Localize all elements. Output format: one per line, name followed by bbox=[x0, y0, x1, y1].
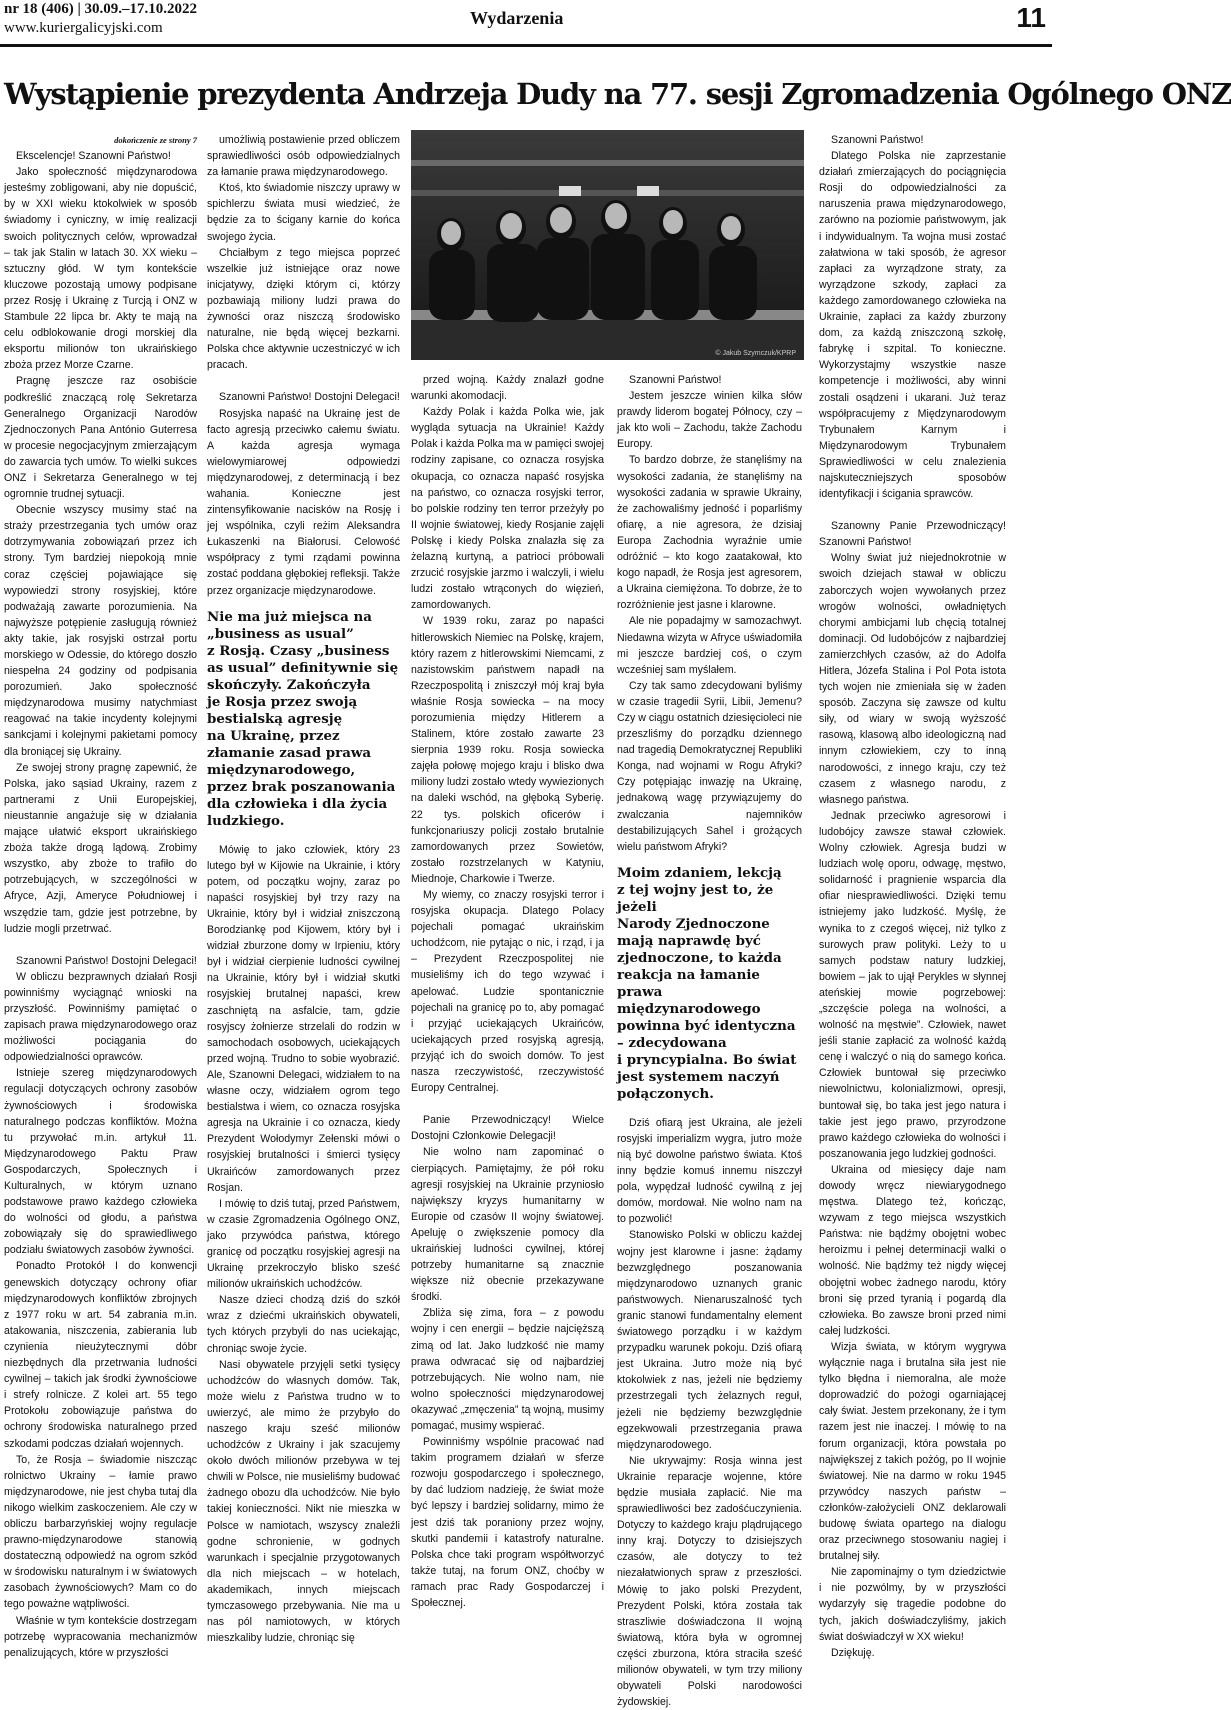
col2c-body bbox=[207, 842, 400, 1647]
paragraph: Każdy Polak i każda Polka wie, jak wygląda sytuacja na Ukrainie! Każdy Polak i każda Polka ma w pamięci swojej rodziny zapisane, co oznacza rosyjska okupacja, co oznacza napaść rosyjska na państwo, co oznacza rosyjski terror, bo polskie rodziny ten terror przeżyły po II wojnie światowej, kiedy Rosjanie zajęli Polskę i kiedy Polska znalazła się za żelazną kurtyną, a patrioci próbowali zrzucić rosyjskie jarzmo i walczyli, i wielu ludzi zostało wtrąconych do więzień, zamordowanych. bbox=[411, 406, 604, 612]
paragraph: Ale nie popadajmy w samozachwyt. Niedawna wizyta w Afryce uświadomiła mi jeszcze bardziej coś, o czym wcześniej sam myślałem. bbox=[617, 615, 802, 676]
headline: Wystąpienie prezydenta Andrzeja Dudy na 77. sesji Zgromadzenia Ogólnego ONZ bbox=[4, 77, 1231, 111]
pull-quote-line: i pryncypialna. Bo świat bbox=[617, 1051, 797, 1068]
pull-quote-2 bbox=[617, 865, 802, 1103]
issue-info bbox=[4, 0, 197, 38]
paragraph: Wolny świat już niejednokrotnie w swoich dziejach stawał w obliczu zaborczych wojen wywołanych przez wrogów wolności, owładniętych chorymi ambicjami lub chęcią totalnej dominacji. Od ludobójców z najbardziej zamierzchłych czasów, aż do Adolfa Hitlera, Józefa Stalina i Pol Pota istota tych wojen nie zmieniała się w żaden sposób. Zaczyna się zawsze od kultu siły, od wiary w swoją wyższość rasową, klasową albo ideologiczną nad innym człowiekiem, czy to inną narodowości, z innego kraju, czy też czasem z własnego narodu, z własnego państwa. bbox=[819, 552, 1006, 806]
paragraph: Panie Przewodniczący! Wielce Dostojni Członkowie Delegacji! bbox=[411, 1114, 604, 1143]
paragraph: Jestem jeszcze winien kilka słów prawdy liderom bogatej Północy, czy – jak kto woli – Zachodu, także Zachodu Europy. bbox=[617, 390, 802, 451]
paragraph: przed wojną. Każdy znalazł godne warunki akomodacji. bbox=[411, 374, 604, 403]
paragraph: Chciałbym z tego miejsca poprzeć wszelkie już istniejące oraz nowe inicjatywy, dzięki którym ci, którzy pozbawiają miliony ludzi prawa do żywności oraz niszczą środowisko naturalne, nie będą więcej bezkarni. Polska chce aktywnie uczestniczyć w ich pracach. bbox=[207, 246, 400, 372]
pull-quote-line: połączonych. bbox=[617, 1085, 714, 1102]
paragraph: Ponadto Protokół I do konwencji genewskich dotyczący ochrony ofiar międzynarodowych konfliktów zbrojnych z 1977 roku w art. 54 zabrania m.in. atakowania, niszczenia, zabierania lub czynienia nieużytecznymi dóbr niezbędnych dla przetrwania ludności cywilnej – takich jak środki żywnościowe i strefy rolnicze. Z kolei art. 55 tego Protokołu zobowiązuje państwa do ochrony środowiska naturalnego przed szkodami podczas działań wojennych. bbox=[4, 1260, 197, 1450]
paragraph: Czy tak samo zdecydowani byliśmy w czasie tragedii Syrii, Libii, Jemenu? Czy w ciągu ostatnich dziesięcioleci nie przeszliśmy do porządku dziennego nad tragedią Demokratycznej Republiki Konga, nad wojnami w Rogu Afryki? Czy potępiając inwazję na Ukrainę, jednakową wagę przywiązujemy do zwalczania najemników destabilizujących Sahel i grożących wielu państwom Afryki? bbox=[617, 679, 802, 853]
paragraph: Stanowisko Polski w obliczu każdej wojny jest klarowne i jasne: żądamy bezwzględnego poszanowania międzynarodowo uznanych granic państwowych. Nienaruszalność tych granic stanowi fundamentalny element światowego porządku i w każdym przypadku warunek pokoju. Dziś ofiarą jest Ukraina. Jutro może nią być ktokolwiek z nas, jeżeli nie będziemy przestrzegali tych żelaznych reguł, jeżeli nie będziemy bezwzględnie egzekwowali przestrzegania prawa międzynarodowego. bbox=[617, 1229, 802, 1451]
pull-quote-line: przez brak poszanowania bbox=[207, 778, 396, 795]
paragraph: Ze swojej strony pragnę zapewnić, że Polska, jako sąsiad Ukrainy, razem z partnerami z Unii Europejskiej, nieustannie angażuje się w działania mające ułatwić eksport ukraińskiego zboża także drogą lądową. Zrobimy wszystko, aby zboże to trafiło do potrzebujących, w szczególności w Afryce, Azji, Ameryce Południowej i wszędzie tam, gdzie jest potrzebne, by ludzie mogli przetrwać. bbox=[4, 761, 197, 935]
paragraph: W 1939 roku, zaraz po napaści hitlerowskich Niemiec na Polskę, krajem, który razem z hitlerowskimi Niemcami, z nazistowskim państwem napadł na Rzeczpospolitą i zniszczył mój kraj była właśnie Rosja sowiecka – na mocy porozumienia między Hitlerem a Stalinem, które zostało zawarte 23 sierpnia 1939 roku. Rosja sowiecka zajęła połowę mojego kraju i blisko dwa miliony ludzi zostało wtedy wywiezionych na daleki wschód, na głęboką Syberię. 22 tys. polskich oficerów i funkcjonariuszy policji zostało brutalnie zamordowanych przez Sowietów, zostało rozstrzelanych w Katyniu, Miednoje, Charkowie i Twerze. bbox=[411, 615, 604, 885]
pull-quote-line: powinna być identyczna bbox=[617, 1017, 796, 1034]
col1-body bbox=[4, 148, 197, 1661]
paragraph: Dlatego Polska nie zaprzestanie działań zmierzających do pociągnięcia Rosji do odpowiedzialności za naruszenia prawa międzynarodowego, zarówno na poziomie państwowym, jak i indywidualnym. Ta wojna musi zostać załatwiona w taki sposób, że agresor zapłaci za wyrządzone straty, za wyrządzone szkody, zapłaci za każdego zamordowanego człowieka na Ukrainie, zapłaci za każdy zburzony dom, za każdą zniszczoną szkołę, fabrykę i szpital. To konieczne. Wykorzystajmy wszystkie nasze kompetencje i możliwości, aby winni zostali osądzeni i ukarani. Już teraz współpracujemy z Międzynarodowym Trybunałem Karnym i Międzynarodowym Trybunałem Sprawiedliwości w celu znalezienia najskuteczniejszych sposobów identyfikacji i ścigania sprawców. bbox=[819, 150, 1006, 501]
paragraph: Dziękuję. bbox=[831, 1646, 875, 1659]
pull-quote-line: międzynarodowego bbox=[617, 1000, 761, 1017]
column-5 bbox=[819, 132, 1006, 1659]
pull-quote-line: na Ukrainę, przez bbox=[207, 727, 340, 744]
pull-quote-line: jest systemem naczyń bbox=[617, 1068, 780, 1085]
pull-quote-line: „business as usual” bbox=[207, 625, 354, 642]
photo-image bbox=[411, 130, 804, 360]
paragraph: Szanowny Panie Przewodniczący! Szanowni Państwo! bbox=[819, 520, 1006, 549]
paragraph: Zbliża się zima, fora – z powodu wojny i cen energii – będzie najcięższą zimą od lat. Jako ludzkość nie mamy prawa odwracać się od najbardziej potrzebujących. Nie wolno nam, nie wolno społeczności międzynarodowej okazywać „zmęczenia” tą wojną, musimy pomagać, musimy wspierać. bbox=[411, 1307, 604, 1432]
pull-quote-1 bbox=[207, 609, 400, 830]
pull-quote-line: ludzkiego. bbox=[207, 812, 285, 829]
col4b-body bbox=[617, 1115, 802, 1710]
pull-quote-line: zjednoczone, to każda bbox=[617, 949, 782, 966]
column-2 bbox=[207, 132, 400, 1645]
pull-quote-line: złamanie zasad prawa bbox=[207, 744, 372, 761]
pull-quote-line: – zdecydowana bbox=[617, 1034, 727, 1051]
pull-quote-line: as usual” definitywnie się bbox=[207, 659, 399, 676]
pull-quote-line: międzynarodowego, bbox=[207, 761, 356, 778]
page-number: 11 bbox=[1016, 2, 1046, 33]
website: www.kuriergalicyjski.com bbox=[4, 20, 163, 36]
paragraph: Istnieje szereg międzynarodowych regulacji dotyczących ochrony zasobów żywnościowych i środowiska naturalnego podczas konfliktów. Można tu przywołać m.in. artykuł 11. Międzynarodowego Paktu Praw Gospodarczych, Społecznych i Kulturalnych, w którym uznano podstawowe prawo każdego człowieka do wolności od głodu, a państwa zobowiązały się do sprawiedliwego podziału światowych zasobów żywności. bbox=[4, 1067, 197, 1257]
paragraph: Szanowni Państwo! bbox=[831, 134, 924, 146]
paragraph: Jako społeczność międzynarodowa jesteśmy zobligowani, aby nie dopuścić, by w XXI wieku ktokolwiek w sposób świadomy i cyniczny, w imię realizacji swoich politycznych celów, wprowadzał – tak jak Stalin w latach 30. XX wieku – sztuczny głód. W tym kontekście kluczowe pozostają umowy podpisane przez Rosję i Ukrainę z Turcją i ONZ w Stambule 22 lipca br. Akty te mają na celu odblokowanie drogi morskiej dla eksportu milionów ton ukraińskiego zboża przez Morze Czarne. bbox=[4, 166, 197, 372]
photo-credit: © Jakub Szymczuk/KPRP bbox=[715, 350, 796, 357]
paragraph: Dziś ofiarą jest Ukraina, ale jeżeli rosyjski imperializm wygra, jutro może nią być dowolne państwo świata. Ktoś inny będzie komuś innemu niszczył pola, wypędzał ludność cywilną z jej domów, mordował. Nie wolno nam na to pozwolić! bbox=[617, 1116, 802, 1226]
column-1 bbox=[4, 132, 197, 1659]
column-3 bbox=[411, 372, 604, 1636]
paragraph: Obecnie wszyscy musimy stać na straży przestrzegania tych umów oraz dotrzymywania zobowiązań przez ich strony. Tym bardziej niepokoją mnie coraz częściej pojawiające się wypowiedzi strony rosyjskiej, które podważają zawarte porozumienia. Na najwyższe potępienie zasługują również akty takie, jak rosyjski ostrzał portu morskiego w Odessie, do którego doszło niespełna 24 godziny od podpisania porozumień. Jako społeczność międzynarodowa musimy natychmiast reagować na takie incydenty kolejnymi sankcjami i kolejnymi pakietami pomocy dla broniącej się Ukrainy. bbox=[4, 504, 197, 758]
pull-quote-line: z tej wojny jest to, że jeżeli bbox=[617, 881, 774, 915]
column-4 bbox=[617, 372, 802, 1709]
paragraph: Wizja świata, w którym wygrywa wyłącznie naga i brutalna siła jest nie tylko błędna i niemoralna, ale może doprowadzić do pożogi ogarniającej cały świat. Jestem przekonany, że i tym razem jest nie inaczej. I mówię to na forum organizacji, która powstała po największej z takich pożóg, po II wojnie światowej. Nie na darmo w roku 1945 przywódcy naszych państw – członków-założycieli ONZ deklarowali budowę świata opartego na dialogu oraz przeciwnego stosowaniu nagiej i brutalnej siły. bbox=[819, 1340, 1006, 1563]
paragraph: Nie ukrywajmy: Rosja winna jest Ukrainie reparacje wojenne, które będzie musiała zapłacić. Nie ma sprawiedliwości bez zadośćuczynienia. Dotyczy to każdego kraju plądrującego inny kraj. Dotyczy to dzisiejszych czasów, ale dotyczy to też niezałatwionych spraw z przeszłości. Mówię to jako polski Prezydent, Prezydent Polski, która została tak straszliwie doświadczona II wojną światową, która była w ogromnej części zburzona, która straciła sześć milionów obywateli, w tym trzy miliony obywateli Polski narodowości żydowskiej. bbox=[617, 1454, 802, 1709]
pull-quote-line: dla człowieka i dla życia bbox=[207, 795, 388, 812]
paragraph: W obliczu bezprawnych działań Rosji powinniśmy wyciągnąć wnioski na przyszłość. Powinniśmy pamiętać o zapisach prawa międzynarodowego oraz możliwości pociągania do odpowiedzialności oprawców. bbox=[4, 970, 197, 1064]
paragraph: Nie zapominajmy o tym dziedzictwie i nie pozwólmy, by w przyszłości wydarzyły się tragedie podobne do tych, jakich doświadczyliśmy, jakich świat doświadczył w XX wieku! bbox=[819, 1566, 1006, 1643]
continuation-note: dokończenie ze strony 7 bbox=[114, 135, 197, 145]
paragraph: Ukraina od miesięcy daje nam dowody wręcz niewiarygodnego męstwa. Dlatego też, kończąc, wzywam z tego miejsca wszystkich Państwa: nie bądźmy obojętni wobec heroizmu i pełnej determinacji walki o wolność. Nie bądźmy też nigdy więcej obojętni wobec żadnego narodu, który broni się przed tyranią i pogardą dla człowieka. Bo zawsze broni przed nimi całej ludzkości. bbox=[819, 1163, 1006, 1337]
paragraph: Ekscelencje! Szanowni Państwo! bbox=[16, 150, 171, 163]
paragraph: Powinniśmy wspólnie pracować nad takim programem działań w sferze rozwoju gospodarczego i społecznego, by dać ludziom nadzieję, że świat może być lepszy i bardziej solidarny, mimo że jest dziś tak poraniony przez wojny, skutki pandemii i katastrofy naturalne. Polska chce taki program współtworzyć także tutaj, na forum ONZ, choćby w ramach prac Rady Gospodarczej i Społecznej. bbox=[411, 1436, 604, 1610]
paragraph: Rosyjska napaść na Ukrainę jest de facto agresją przeciwko całemu światu. A każda agresja wymaga wielowymiarowej odpowiedzi międzynarodowej, z determinacją i bez wahania. Konieczne jest zintensyfikowanie nacisków na Rosję i jej wspólnika, czyli reżim Aleksandra Łukaszenki na Białorusi. Celowość współpracy z tymi rządami powinna zostać poddana głębokiej refleksji. Także przez organizacje międzynarodowe. bbox=[207, 407, 400, 597]
paragraph: Szanowni Państwo! Dostojni Delegaci! bbox=[219, 391, 400, 404]
col2b-body bbox=[207, 389, 400, 598]
paragraph: umożliwią postawienie przed obliczem sprawiedliwości osób odpowiedzialnych za łamanie prawa międzynarodowego. bbox=[207, 134, 400, 179]
pull-quote-line: je Rosja przez swoją bbox=[207, 693, 358, 710]
delegation-photo bbox=[411, 130, 804, 360]
pull-quote-line: Narody Zjednoczone bbox=[617, 915, 770, 932]
paragraph: Właśnie w tym kontekście dostrzegam potrzebę wypracowania mechanizmów penalizujących, które w przyszłości bbox=[4, 1614, 197, 1659]
col3-body bbox=[411, 372, 604, 1611]
pull-quote-line: mają naprawdę być bbox=[617, 932, 761, 949]
paragraph: Ktoś, kto świadomie niszczy uprawy w spichlerzu świata musi wiedzieć, że będzie za to ścigany karnie do końca swojego życia. bbox=[207, 182, 400, 243]
paragraph: Nie wolno nam zapominać o cierpiących. Pamiętajmy, że pół roku agresji rosyjskiej na Ukrainie przyniosło największy kryzys humanitarny w Europie od czasów II wojny światowej. Apeluję o zwiększenie pomocy dla ukraińskiej ludności cywilnej, której potrzeby humanitarne są znacznie większe niż obecnie przekazywane środki. bbox=[411, 1146, 604, 1304]
paragraph: To, że Rosja – świadomie niszcząc rolnictwo Ukrainy – łamie prawo międzynarodowe, nie jest chyba tutaj dla nikogo wielkim zaskoczeniem. Ale czy w obliczu barbarzyńskiej wojny regulacje prawno-międzynarodowe stanowią dostateczną odpowiedź na ogrom szkód w środowisku naturalnym i w światowych zasobach żywnościowych? Mam co do tego poważne wątpliwości. bbox=[4, 1453, 197, 1611]
paragraph: Mówię to jako człowiek, który 23 lutego był w Kijowie na Ukrainie, i który potem, od początku wojny, zaraz po napaści rosyjskiej był trzy razy na Ukrainie, który był i widział zniszczoną Borodziankę pod Kijowem, który był i widział zburzone domy w Irpieniu, który był i widział cierpienie ludności cywilnej na Ukrainie, który był i widział skutki rosyjskiej brutalnej napaści, krew zaschniętą na asfalcie, tam, gdzie rosyjscy żołnierze strzelali do rodzin w samochodach osobowych, uciekających przed wojną. Trudno to sobie wyobrazić. Ale, Szanowni Delegaci, widziałem to na własne oczy, widziałem ogrom tego bestialstwa i wiem, co oznacza rosyjska agresja na Ukrainie i co oznacza, kiedy Prezydent Wołodymyr Zełenski mówi o rosyjskiej brutalności i śmierci tysięcy Ukraińców zamordowanych przez Rosjan. bbox=[207, 843, 400, 1194]
header-rule bbox=[0, 44, 1052, 47]
paragraph: Nasi obywatele przyjęli setki tysięcy uchodźców do własnych domów. Tak, może wielu z Państwa trudno w to uwierzyć, ale mimo że przybyło do naszego kraju sześć milionów uchodźców z Ukrainy i jak szacujemy około dwóch milionów przebywa w tej chwili w Polsce, nie musieliśmy budować żadnego obozu dla uchodźców. Nie było takiej konieczności. Nikt nie mieszka w Polsce w namiotach, wszyscy znaleźli godne schronienie, w godnych warunkach i specjalnie przygotowanych dla nich miejscach – w hotelach, akademikach, innych miejscach tymczasowego przebywania. Nie ma u nas pól namiotowych, w których mieszkaliby ludzie, chroniąc się bbox=[207, 1358, 400, 1645]
paragraph: I mówię to dziś tutaj, przed Państwem, w czasie Zgromadzenia Ogólnego ONZ, jako przywódca państwa, którego granicę od początku rosyjskiej agresji na Ukrainę przekroczyło blisko sześć milionów ukraińskich uchodźców. bbox=[207, 1197, 400, 1291]
pull-quote-line: skończyły. Zakończyła bbox=[207, 676, 371, 693]
pull-quote-line: bestialską agresję bbox=[207, 710, 343, 727]
col2a-body bbox=[207, 132, 400, 373]
pull-quote-line: Nie ma już miejsca na bbox=[207, 608, 372, 625]
col4a-body bbox=[617, 372, 802, 855]
pull-quote-line: Moim zdaniem, lekcją bbox=[617, 864, 782, 881]
col5-body bbox=[819, 132, 1006, 1661]
paragraph: Szanowni Państwo! bbox=[629, 374, 722, 386]
section-name: Wydarzenia bbox=[470, 8, 564, 28]
issue-number: nr 18 (406) | 30.09.–17.10.2022 bbox=[4, 1, 198, 17]
paragraph: Pragnę jeszcze raz osobiście podkreślić znaczącą rolę Sekretarza Generalnego Organizacji Narodów Zjednoczonych Pana António Guterresa w procesie negocjacyjnym zmierzającym do zawarcia tych umów. To wielki sukces ONZ i Sekretarza Generalnego w tej ogromnie trudnej sytuacji. bbox=[4, 375, 197, 501]
paragraph: Jednak przeciwko agresorowi i ludobójcy zawsze stawał człowiek. Wolny człowiek. Agresja budzi w ludziach wolę oporu, odwagę, męstwo, solidarność i pragnienie wsparcia dla ofiar niesprawiedliwości. Dzięki temu istniejemy jako ludzkość. Myślę, że wynika to z czegoś więcej, niż tylko z surowych praw polityki. Leży to u samych podstaw natury ludzkiej, bowiem – jak to ujął Perykles w słynnej ateńskiej mowie pogrzebowej: „szczęście polega na wolności, a wolność na męstwie”. Człowiek, nawet jeśli stanie zapłacić za wolność każdą cenę i walczyć o nią do samego końca. Człowiek buntował się przeciwko niewolnictwu, kolonializmowi, opresji, buntował się, bo taka jest jego natura i takie jest jego prawo, przyrodzone prawo każdego człowieka do wolności i poszanowania jego ludzkiej godności. bbox=[819, 809, 1006, 1160]
paragraph: Szanowni Państwo! Dostojni Delegaci! bbox=[16, 954, 197, 967]
pull-quote-line: reakcja na łamanie prawa bbox=[617, 966, 760, 1000]
paragraph: Nasze dzieci chodzą dziś do szkół wraz z dziećmi ukraińskich obywateli, tych których przybyli do nas uciekając, chroniąc swoje życie. bbox=[207, 1294, 400, 1355]
paragraph: To bardzo dobrze, że stanęliśmy na wysokości zadania, że stanęliśmy na wysokości zadania w sprawie Ukrainy, że zachowaliśmy jedność i poparliśmy ofiarę, a nie agresora, że dzisiaj Europa Zachodnia wyraźnie umie odróżnić – kto kogo zaatakował, kto kogo napadł, że Rosja jest agresorem, a Ukraina ciemiężona. To dobrze, że to rozróżnienie jest jasne i klarowne. bbox=[617, 454, 802, 612]
paragraph: My wiemy, co znaczy rosyjski terror i rosyjska okupacja. Dlatego Polacy pojechali pomagać ukraińskim uchodźcom, nie pytając o nic, i rząd, i ja – Prezydent Rzeczpospolitej nie musieliśmy ich do tego wzywać i apelować. Ludzie spontanicznie pojechali na granicę po to, aby pomagać i przyjąć uciekających Ukraińców, uciekających przed rosyjską agresją, przyjąć ich do swoich domów. To jest nasza rzeczywistość, rzeczywistość Europy Centralnej. bbox=[411, 889, 604, 1095]
pull-quote-line: z Rosją. Czasy „business bbox=[207, 642, 390, 659]
